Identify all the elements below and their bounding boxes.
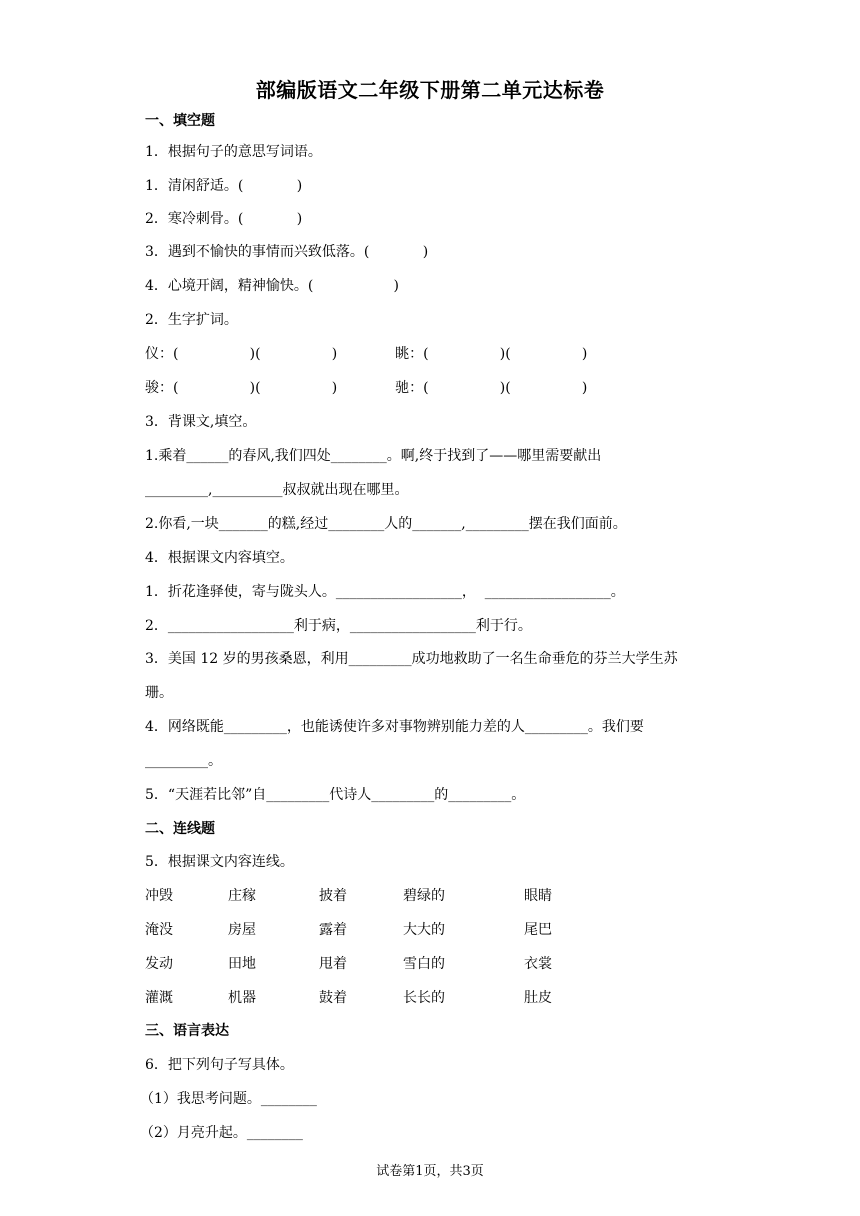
section-heading-expression: 三、语言表达 [145, 1023, 229, 1039]
question-6-item-1: （1）我思考问题。________ [140, 1091, 317, 1107]
match-cell: 碧绿的 [403, 888, 445, 904]
match-cell: 衣裳 [524, 956, 552, 972]
question-1-item-2: 2．寒冷刺骨。( ) [145, 211, 303, 227]
match-cell: 露着 [319, 922, 347, 938]
page-footer: 试卷第1页，共3页 [376, 1164, 484, 1179]
match-cell: 大大的 [403, 922, 445, 938]
question-4-item-5: 5．“天涯若比邻”自_________代诗人_________的_________。 [145, 787, 526, 803]
match-cell: 鼓着 [319, 990, 347, 1006]
question-6: 6．把下列句子写具体。 [145, 1057, 294, 1073]
question-2: 2．生字扩词。 [145, 312, 238, 328]
question-6-item-2: （2）月亮升起。________ [140, 1125, 303, 1141]
question-1: 1．根据句子的意思写词语。 [145, 144, 322, 160]
match-cell: 田地 [228, 956, 256, 972]
match-cell: 发动 [145, 956, 173, 972]
match-cell: 披着 [319, 888, 347, 904]
question-3: 3．背课文,填空。 [145, 414, 257, 430]
section-heading-matching: 二、连线题 [145, 821, 215, 837]
match-cell: 肚皮 [524, 990, 552, 1006]
question-4-item-2: 2．__________________利于病，__________________利于行。 [145, 618, 532, 634]
match-cell: 甩着 [319, 956, 347, 972]
question-4-item-4a: 4．网络既能_________，也能诱使许多对事物辨别能力差的人_________。我们要 [145, 719, 644, 735]
question-4-item-1: 1．折花逢驿使，寄与陇头人。__________________， __________________。 [145, 584, 625, 600]
section-heading-fill-blank: 一、填空题 [145, 113, 215, 129]
match-cell: 庄稼 [228, 888, 256, 904]
question-3-item-2: 2.你看,一块_______的糕,经过________人的_______,_________摆在我们面前。 [145, 516, 627, 532]
question-4-item-3a: 3．美国 12 岁的男孩桑恩，利用_________成功地救助了一名生命垂危的芬兰大学生苏 [145, 651, 678, 667]
question-1-item-4: 4．心境开阔，精神愉快。( ) [145, 278, 399, 294]
question-1-item-1: 1．清闲舒适。( ) [145, 178, 303, 194]
question-3-item-1a: 1.乘着______的春风,我们四处________。啊,终于找到了——哪里需要献出 [145, 448, 602, 464]
question-3-item-1b: _________,__________叔叔就出现在哪里。 [145, 482, 409, 498]
match-cell: 冲毁 [145, 888, 173, 904]
match-cell: 尾巴 [524, 922, 552, 938]
match-cell: 机器 [228, 990, 256, 1006]
match-cell: 眼睛 [524, 888, 552, 904]
page-title: 部编版语文二年级下册第二单元达标卷 [255, 78, 605, 102]
question-4: 4．根据课文内容填空。 [145, 550, 294, 566]
match-cell: 淹没 [145, 922, 173, 938]
question-2-row-2: 骏：( )( ) 驰：( )( ) [145, 380, 588, 396]
question-5: 5．根据课文内容连线。 [145, 854, 294, 870]
match-cell: 房屋 [228, 922, 256, 938]
match-cell: 灌溉 [145, 990, 173, 1006]
question-2-row-1: 仪：( )( ) 眺：( )( ) [145, 346, 588, 362]
question-4-item-4b: _________。 [145, 753, 222, 769]
match-cell: 雪白的 [403, 956, 445, 972]
question-1-item-3: 3．遇到不愉快的事情而兴致低落。( ) [145, 244, 429, 260]
match-cell: 长长的 [403, 990, 445, 1006]
question-4-item-3b: 珊。 [145, 685, 173, 701]
